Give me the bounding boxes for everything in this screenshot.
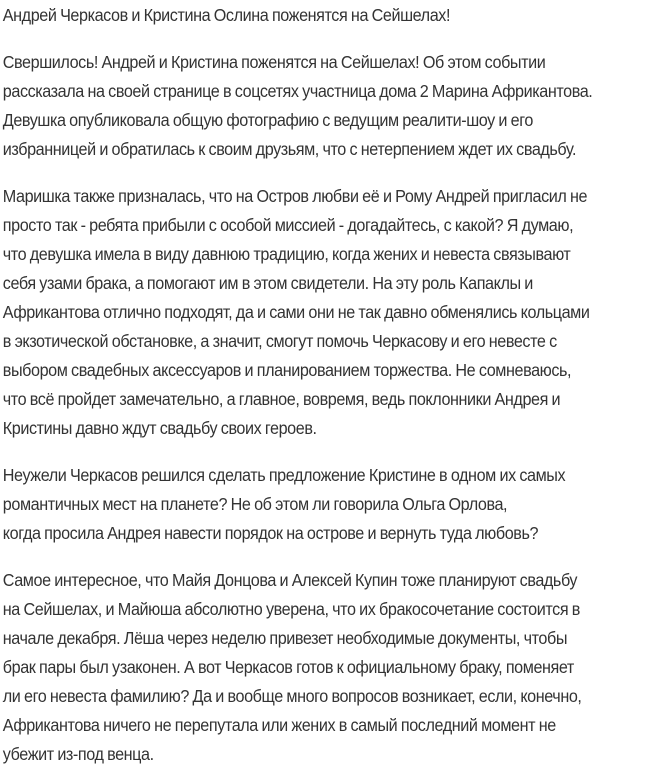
paragraph-line: Кристины давно ждут свадьбу своих героев. bbox=[2, 418, 317, 438]
paragraph-line: брак пары был узаконен. А вот Черкасов готов к официальному браку, поменяет bbox=[2, 657, 574, 677]
paragraph-line: Неужели Черкасов решился сделать предложение Кристине в одном их самых bbox=[2, 465, 566, 485]
paragraph-line: ли его невеста фамилию? Да и вообще много вопросов возникает, если, конечно, bbox=[2, 686, 582, 706]
paragraph-line: начале декабря. Лёша через неделю привезет необходимые документы, чтобы bbox=[2, 628, 568, 648]
article-paragraph-4 bbox=[3, 566, 670, 769]
paragraph-line: что девушка имела в виду давнюю традицию, когда жених и невеста связывают bbox=[2, 244, 571, 264]
paragraph-line: себя узами брака, а помогают им в этом свидетели. На эту роль Капаклы и bbox=[2, 273, 533, 293]
paragraph-line: романтичных мест на планете? Не об этом ли говорила Ольга Орлова, bbox=[2, 494, 508, 514]
paragraph-line: выбором свадебных аксессуаров и планированием торжества. Не сомневаюсь, bbox=[2, 360, 572, 380]
paragraph-line: избранницей и обратилась к своим друзьям, что с нетерпением ждет их свадьбу. bbox=[2, 139, 577, 159]
paragraph-line: когда просила Андрея навести порядок на острове и вернуть туда любовь? bbox=[2, 523, 539, 543]
paragraph-line: рассказала на своей странице в соцсетях участница дома 2 Марина Африкантова. bbox=[2, 81, 593, 101]
article-paragraph-1 bbox=[3, 48, 670, 164]
paragraph-line: Девушка опубликовала общую фотографию с ведущим реалити-шоу и его bbox=[2, 110, 533, 130]
paragraph-line: убежит из-под венца. bbox=[2, 744, 154, 764]
paragraph-line: Маришка также призналась, что на Остров любви её и Рому Андрей пригласил не bbox=[2, 186, 588, 206]
paragraph-line: что всё пройдет замечательно, а главное, вовремя, ведь поклонники Андрея и bbox=[2, 389, 561, 409]
paragraph-line: Свершилось! Андрей и Кристина поженятся на Сейшелах! Об этом событии bbox=[2, 52, 546, 72]
article-title: Андрей Черкасов и Кристина Ослина поженятся на Сейшелах! bbox=[2, 5, 451, 25]
paragraph-line: на Сейшелах, и Майюша абсолютно уверена, что их бракосочетание состоится в bbox=[2, 599, 580, 619]
paragraph-line: в экзотической обстановке, а значит, смогут помочь Черкасову и его невесте с bbox=[2, 331, 557, 351]
paragraph-line: Самое интересное, что Майя Донцова и Алексей Купин тоже планируют свадьбу bbox=[2, 570, 578, 590]
paragraph-line: просто так - ребята прибыли с особой миссией - догадайтесь, с какой? Я думаю, bbox=[2, 215, 574, 235]
paragraph-line: Африкантова ничего не перепутала или жених в самый последний момент не bbox=[2, 715, 556, 735]
article-paragraph-2 bbox=[3, 182, 670, 443]
article-paragraph-3 bbox=[3, 461, 670, 548]
paragraph-line: Африкантова отлично подходят, да и сами они не так давно обменялись кольцами bbox=[2, 302, 590, 322]
